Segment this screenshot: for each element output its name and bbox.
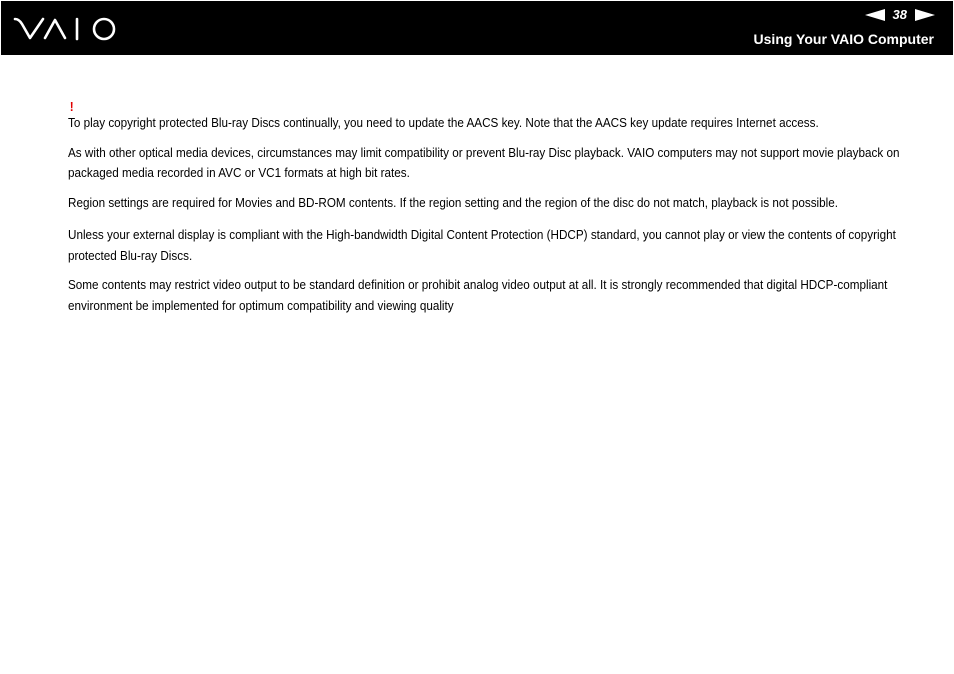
page-number: 38 (892, 7, 907, 22)
page-header (1, 1, 953, 55)
vaio-logo (13, 15, 121, 43)
paragraph-hdcp: Unless your external display is compliant with the High-bandwidth Digital Content Protection (HDCP) standard, you cannot play or view the contents of copyright protected Blu-ray Discs. (68, 227, 896, 263)
paragraph-video-output: Some contents may restrict video output to be standard definition or prohibit analog video output at all. It is strongly recommended that digital HDCP-compliant environment be implemented for optimum compatibility and viewing quality (68, 277, 888, 313)
warning-icon: ! (69, 99, 74, 114)
section-title: Using Your VAIO Computer (753, 31, 934, 47)
paragraph-region-settings: Region settings are required for Movies and BD-ROM contents. If the region setting and the region of the disc do not match, playback is not possible. (68, 194, 839, 210)
document-body (68, 101, 919, 325)
page-navigation (865, 7, 935, 23)
right-arrow-icon[interactable] (915, 9, 935, 21)
paragraph-aacs-key: To play copyright protected Blu-ray Discs continually, you need to update the AACS key. Note that the AACS key update requires Internet access. (68, 115, 819, 130)
paragraph-compatibility: As with other optical media devices, circumstances may limit compatibility or prevent Blu-ray Disc playback. VAIO computers may not support movie playback on packaged media recorded in AVC or VC1 formats at high bit rates. (68, 144, 900, 180)
left-arrow-icon[interactable] (865, 9, 885, 21)
